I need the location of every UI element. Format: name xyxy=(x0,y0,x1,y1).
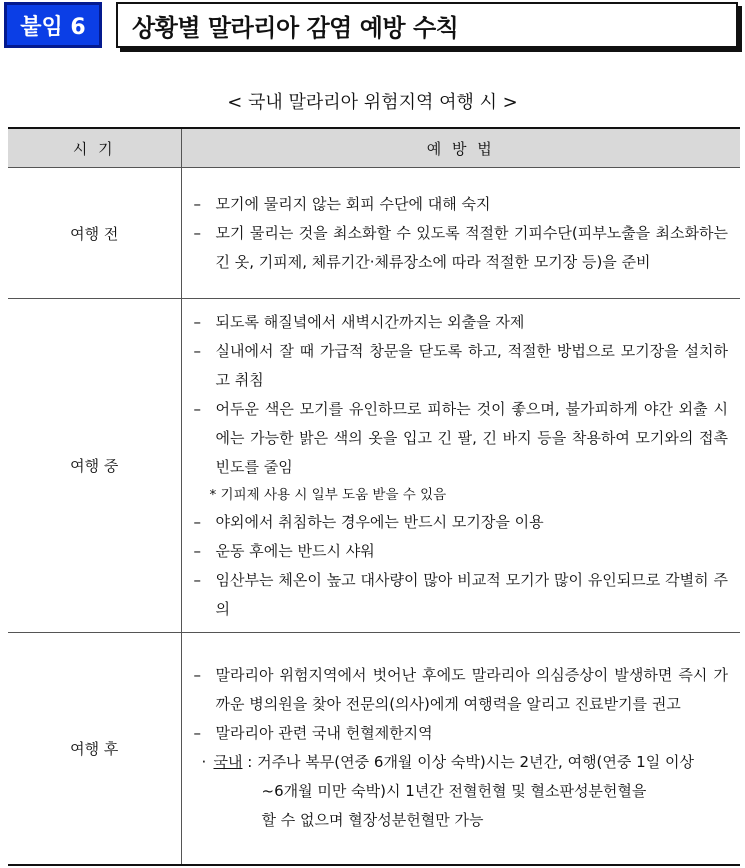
list-note: * 기피제 사용 시 일부 도움 받을 수 있음 xyxy=(209,486,447,503)
list-item: – 운동 후에는 반드시 샤워 xyxy=(192,537,729,566)
list-item: – 모기에 물리지 않는 회피 수단에 대해 숙지 xyxy=(192,190,729,219)
list-item: – 임산부는 체온이 높고 대사량이 많아 비교적 모기가 많이 유인되므로 각별히 주의 xyxy=(192,566,729,624)
list-item: – 야외에서 취침하는 경우에는 반드시 모기장을 이용 xyxy=(192,508,729,537)
page-title xyxy=(116,2,738,48)
methods-after xyxy=(181,633,740,865)
prevention-table xyxy=(8,127,740,866)
restriction-line-1: 거주나 복무(연중 6개월 이상 숙박)시는 2년간, 여행(연중 1일 이상 xyxy=(257,753,694,772)
list-item: – 말라리아 관련 국내 헌혈제한지역 xyxy=(192,719,729,748)
page-title-text: 상황별 말라리아 감염 예방 수칙 xyxy=(132,13,459,42)
period-after: 여행 후 xyxy=(8,633,181,865)
list-item: – 실내에서 잘 때 가급적 창문을 닫도록 하고, 적절한 방법으로 모기장을 설치하고 취침 xyxy=(192,337,729,395)
table-row-before xyxy=(8,168,740,299)
label-separator: : xyxy=(242,753,258,772)
header-period: 시 기 xyxy=(8,128,181,168)
restriction-line-3: 할 수 없으며 혈장성분헌혈만 가능 xyxy=(261,811,484,830)
restriction-line-2: ~6개월 미만 숙박)시 1년간 전혈헌혈 및 혈소판성분헌혈을 xyxy=(261,782,647,801)
methods-before xyxy=(181,168,740,299)
methods-during xyxy=(181,299,740,633)
list-item: – 어두운 색은 모기를 유인하므로 피하는 것이 좋으며, 불가피하게 야간 외출 시에는 가능한 밝은 색의 옷을 입고 긴 팔, 긴 바지 등을 착용하여 모기와의 접촉빈도를 줄임 xyxy=(192,395,729,482)
section-badge: 붙임 6 xyxy=(4,2,102,48)
bullet-dot: · xyxy=(201,753,207,772)
period-during: 여행 중 xyxy=(8,299,181,633)
list-item: – 모기 물리는 것을 최소화할 수 있도록 적절한 기피수단(피부노출을 최소화하는 긴 옷, 기피제, 체류기간·체류장소에 따라 적절한 모기장 등)을 준비 xyxy=(192,219,729,277)
sub-item-domestic xyxy=(192,748,729,835)
table-subtitle: < 국내 말라리아 위험지역 여행 시 > xyxy=(227,92,518,113)
domestic-label: 국내 xyxy=(213,753,243,772)
list-item: – 되도록 해질녘에서 새벽시간까지는 외출을 자제 xyxy=(192,308,729,337)
table-row-after xyxy=(8,633,740,865)
list-item: – 말라리아 위험지역에서 벗어난 후에도 말라리아 의심증상이 발생하면 즉시 가까운 병의원을 찾아 전문의(의사)에게 여행력을 알리고 진료받기를 권고 xyxy=(192,661,729,719)
table-header-row xyxy=(8,128,740,168)
header-method: 예 방 법 xyxy=(181,128,740,168)
period-before: 여행 전 xyxy=(8,168,181,299)
table-row-during xyxy=(8,299,740,633)
